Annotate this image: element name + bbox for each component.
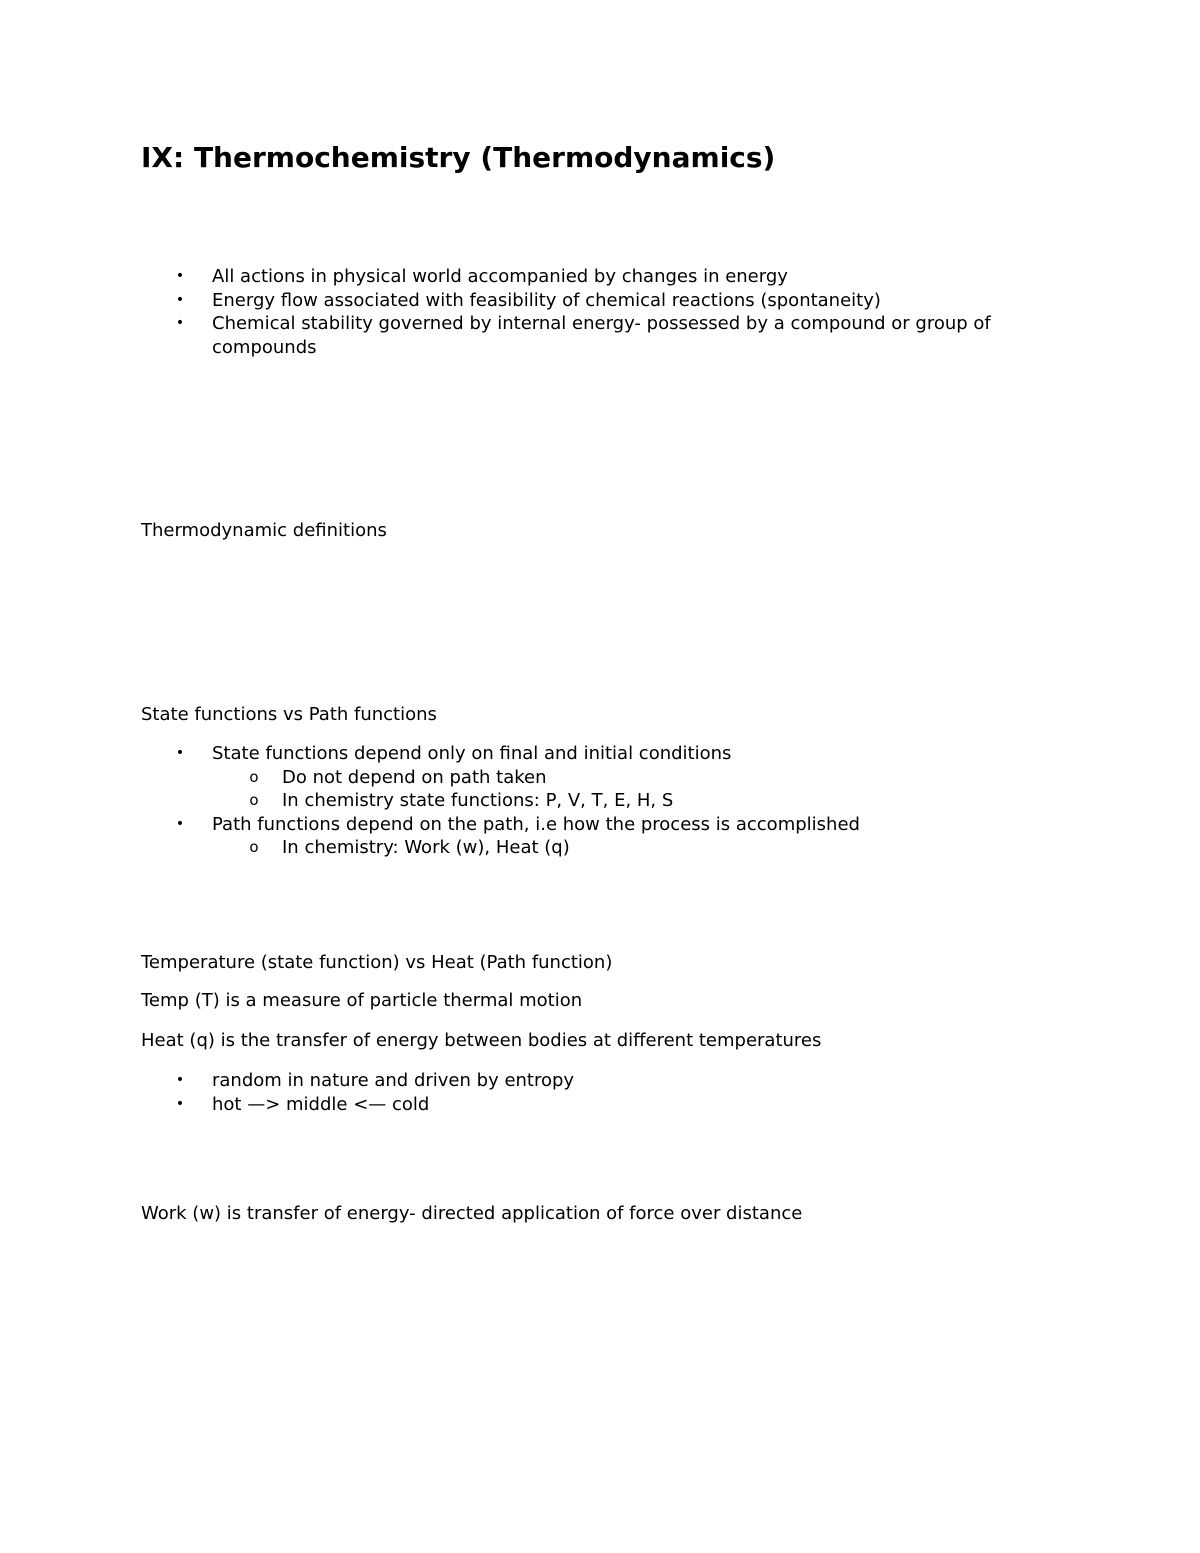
heat-bullet-list [141,1069,574,1116]
bullet-icon: • [175,268,185,284]
sub-list-item-text: In chemistry state functions: P, V, T, E, H, S [282,790,674,811]
temp-definition: Temp (T) is a measure of particle thermal motion [141,990,583,1011]
sub-bullet-icon: o [249,767,259,786]
work-definition: Work (w) is transfer of energy- directed application of force over distance [141,1203,803,1224]
bullet-icon: • [175,745,185,761]
list-item-text: Energy flow associated with feasibility of chemical reactions (spontaneity) [212,289,881,311]
sub-bullet-icon: o [249,791,259,809]
bullet-icon: • [175,315,185,331]
list-item-text: All actions in physical world accompanied by changes in energy [212,266,788,287]
list-item [141,742,860,766]
list-item-text: Path functions depend on the path, i.e how the process is accomplished [212,813,860,835]
section-heading-temperature-heat: Temperature (state function) vs Heat (Path function) [141,952,613,973]
state-path-bullet-list [141,742,860,860]
sub-bullet-list [141,836,860,860]
bullet-icon: • [175,1072,185,1088]
sub-list-container [141,836,860,860]
heat-definition: Heat (q) is the transfer of energy between bodies at different temperatures [141,1030,822,1051]
bullet-icon: • [175,1095,185,1112]
sub-bullet-list [141,766,860,813]
sub-list-item [141,789,860,813]
sub-list-item-text: Do not depend on path taken [282,766,547,788]
bullet-icon: • [175,815,185,832]
sub-list-item-text: In chemistry: Work (w), Heat (q) [282,837,570,858]
list-item [141,289,1037,313]
sub-list-item [141,836,860,860]
list-item-text: random in nature and driven by entropy [212,1070,575,1091]
list-item-text: hot —> middle <— cold [212,1093,430,1115]
list-item [141,312,1037,359]
sub-bullet-icon: o [249,838,259,856]
list-item-text: Chemical stability governed by internal energy- possessed by a compound or group of compounds [212,313,991,358]
list-item [141,813,860,837]
list-item [141,265,1037,289]
page-title: IX: Thermochemistry (Thermodynamics) [141,141,776,174]
intro-bullet-list [141,265,1037,359]
sub-list-container [141,766,860,813]
sub-list-item [141,766,860,790]
list-item [141,1093,574,1117]
section-heading-definitions: Thermodynamic definitions [141,520,387,541]
list-item-text: State functions depend only on final and initial conditions [212,743,732,764]
list-item [141,1069,574,1093]
section-heading-state-path: State functions vs Path functions [141,704,437,725]
bullet-icon: • [175,291,185,308]
